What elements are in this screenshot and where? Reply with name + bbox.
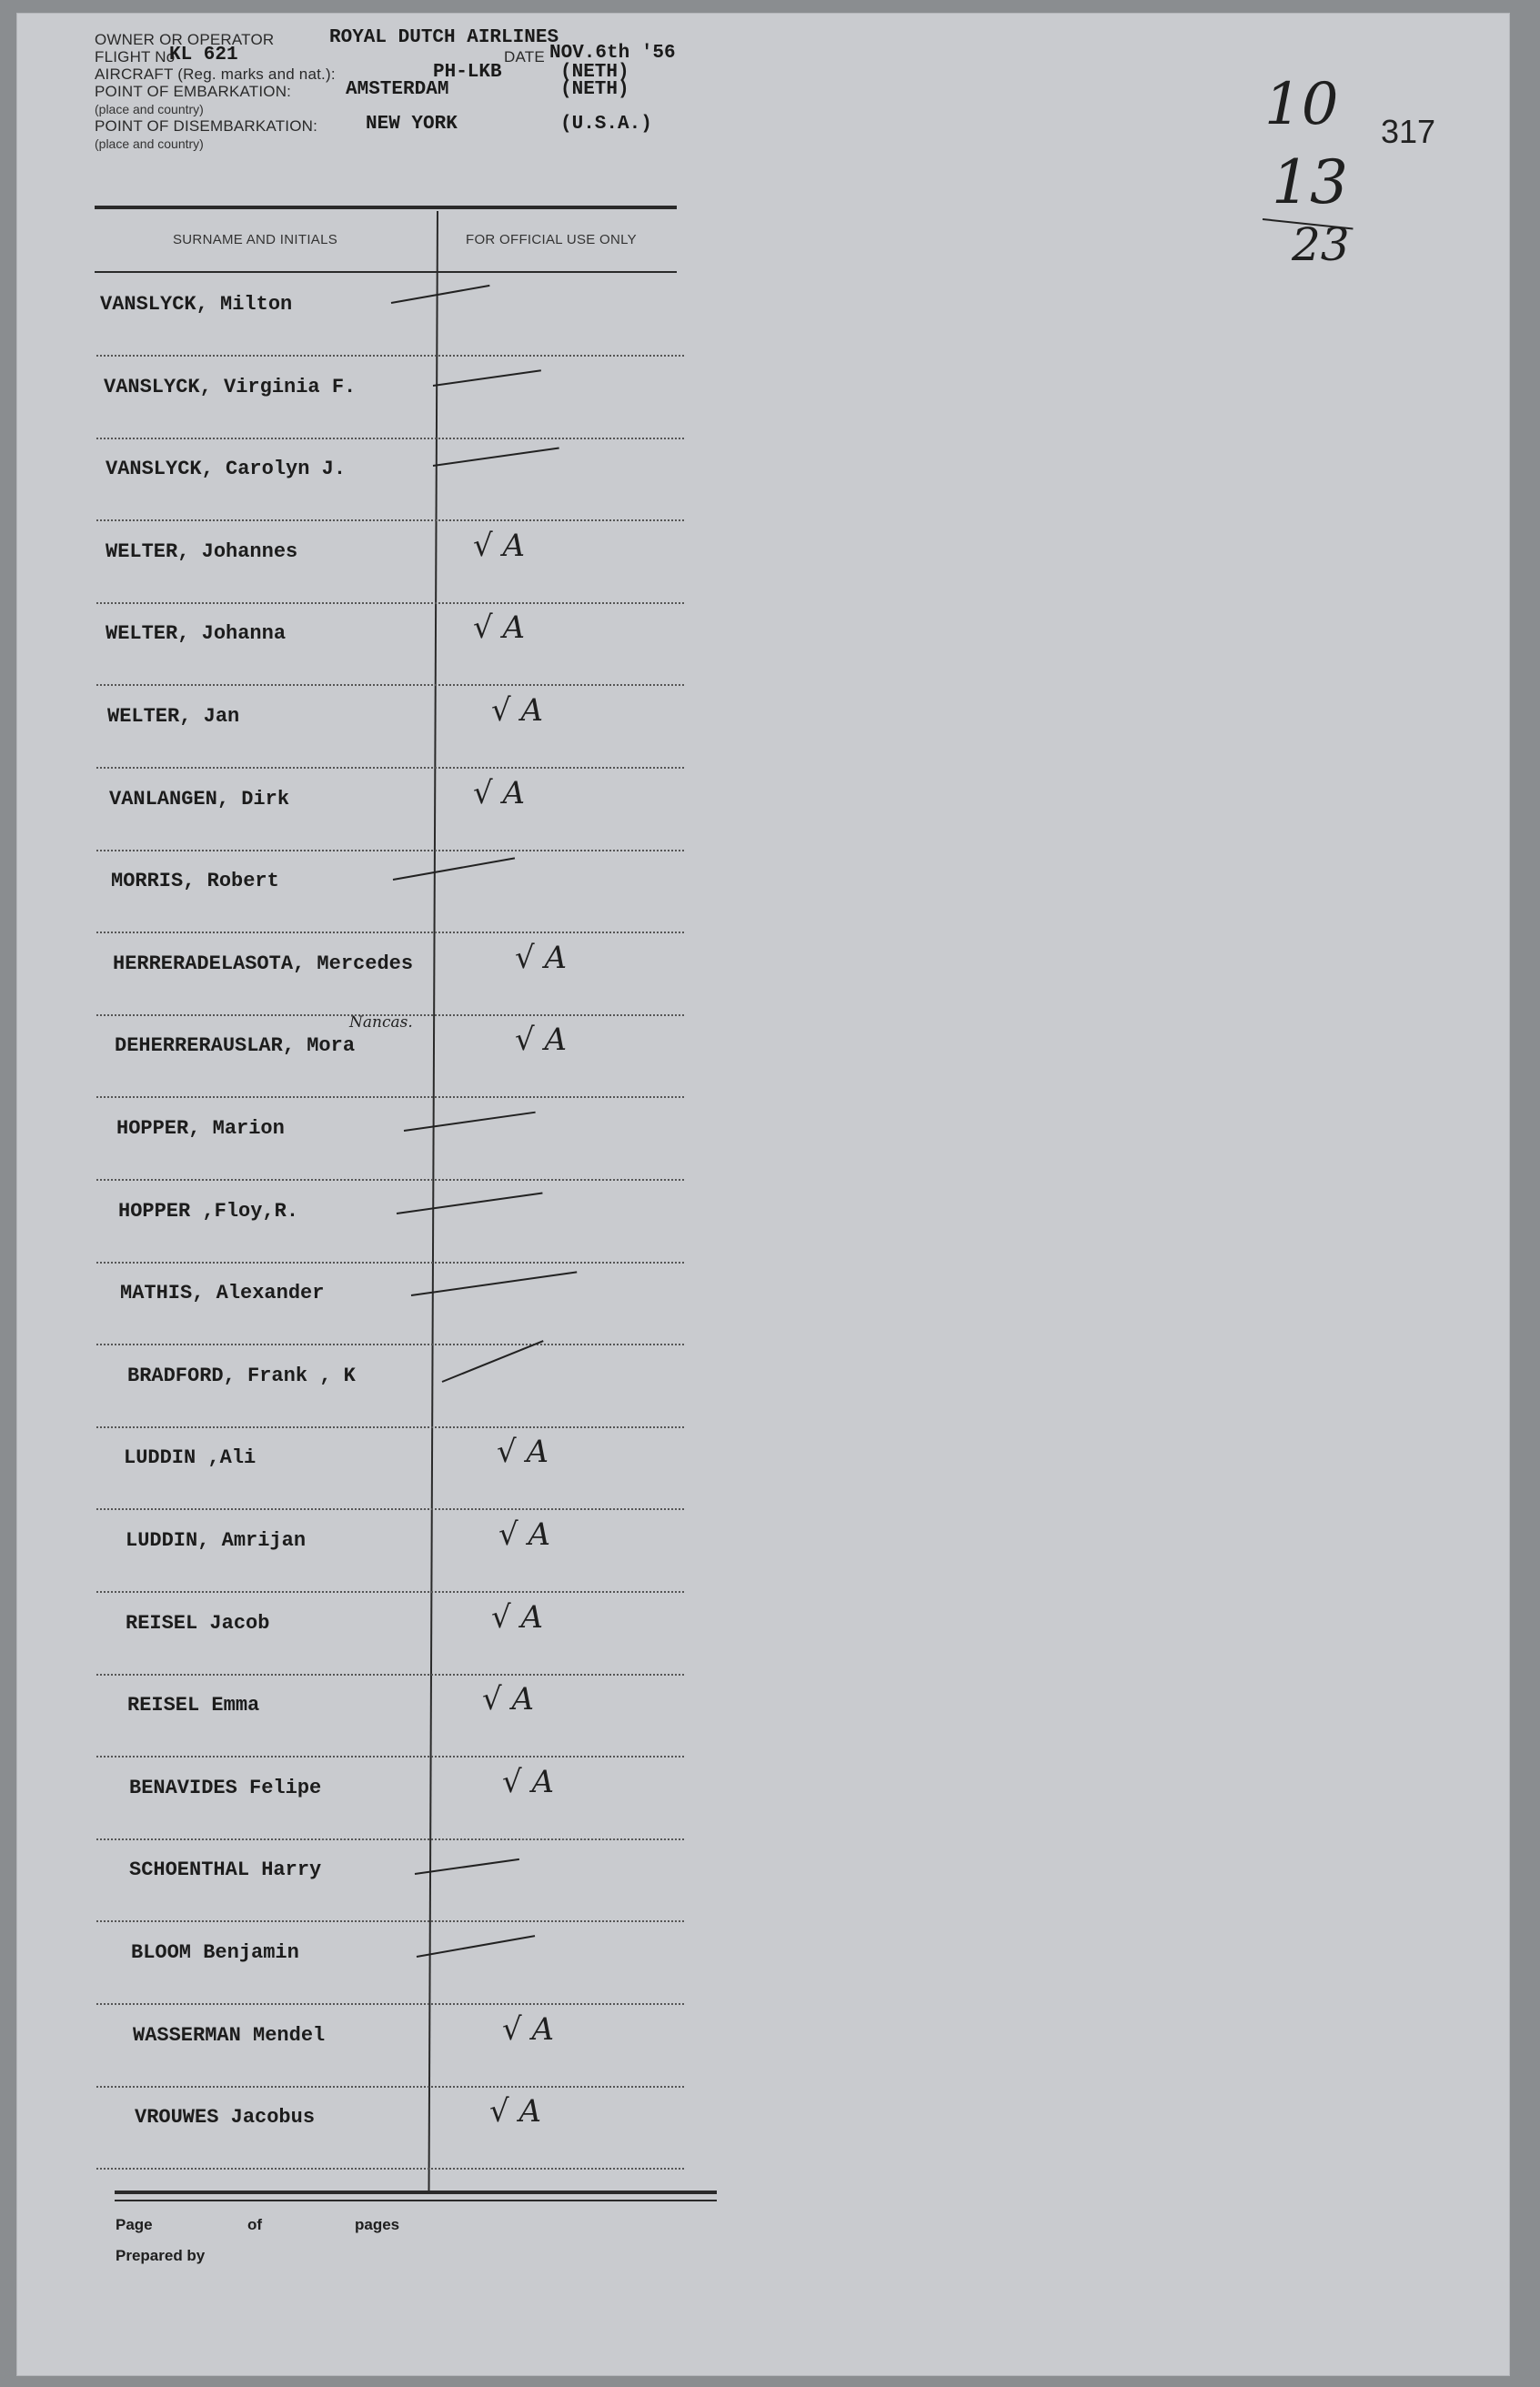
embark-line [95,79,677,100]
prepared-by-label: Prepared by [116,2247,206,2264]
passenger-name: LUDDIN, Amrijan [126,1529,307,1552]
row-line [96,1591,684,1593]
passenger-name: WELTER, Jan [107,705,240,728]
row-line [96,2086,684,2088]
margin-note-top: 10 [1264,71,1339,138]
row-line [96,1426,684,1428]
official-check-mark: √ A [491,1598,544,1636]
flight-value: KL 621 [169,45,238,65]
row-line [96,932,684,933]
passenger-name: DEHERRERAUSLAR, Mora [115,1034,356,1058]
embark-country: (NETH) [560,79,629,100]
footer-rule [115,2191,717,2194]
aircraft-value: PH-LKB [433,62,502,83]
passenger-name: REISEL Emma [127,1694,260,1717]
row-line [96,1179,684,1181]
date-label: DATE [504,48,545,65]
date-value: NOV.6th '56 [549,43,676,64]
column-header-rule [95,271,677,273]
official-check-mark: √ A [473,527,526,564]
official-check-mark: √ A [515,939,568,976]
official-check-mark: √ A [482,1681,535,1718]
official-check-mark: √ A [502,2010,555,2048]
small-annotation: Nancas. [349,1013,413,1032]
row-line [96,1674,684,1676]
row-line [96,2168,684,2170]
passenger-name: LUDDIN ,Ali [124,1446,257,1470]
official-check-mark: √ A [498,1516,551,1553]
embark-value: AMSTERDAM [346,79,449,100]
official-check-mark: √ A [489,2093,542,2130]
passenger-name: WASSERMAN Mendel [133,2023,326,2047]
row-line [96,1096,684,1098]
passenger-name: HOPPER ,Floy,R. [118,1199,299,1223]
official-check-mark: √ A [491,692,544,729]
manifest-page [16,13,1510,2376]
margin-note-bottom: 23 [1292,218,1350,271]
aircraft-label: AIRCRAFT (Reg. marks and nat.): [95,65,336,83]
official-check-mark: √ A [515,1022,568,1059]
row-line [96,767,684,769]
row-line [96,850,684,851]
passenger-name: HERRERADELASOTA, Mercedes [113,952,414,975]
margin-note-middle: 13 [1272,147,1348,217]
official-check-mark: √ A [473,774,526,811]
owner-label: OWNER OR OPERATOR [95,31,275,48]
place-country-note: (place and country) [95,136,204,151]
place-country-note: (place and country) [95,102,204,116]
row-line [96,438,684,439]
passenger-name: WELTER, Johanna [106,622,287,646]
official-check-mark: √ A [497,1434,549,1471]
passenger-name: REISEL Jacob [126,1611,270,1635]
passenger-name: VANSLYCK, Virginia F. [104,375,357,398]
row-line [96,2003,684,2005]
surname-column-header: SURNAME AND INITIALS [173,232,338,247]
manifest-header [95,27,677,152]
official-check-mark: √ A [502,1763,555,1800]
footer-rule-thin [115,2200,717,2201]
passenger-name: VANSLYCK, Carolyn J. [106,458,347,481]
passenger-name: WELTER, Johannes [106,539,298,563]
official-use-column-header: FOR OFFICIAL USE ONLY [466,232,637,247]
place-note-2 [95,135,677,152]
passenger-name: HOPPER, Marion [116,1117,285,1140]
row-line [96,1262,684,1264]
row-line [96,355,684,357]
owner-value: ROYAL DUTCH AIRLINES [329,27,559,48]
row-line [96,519,684,521]
row-line [96,684,684,686]
passenger-name: BLOOM Benjamin [131,1941,299,1964]
page-number: 317 [1381,113,1436,150]
row-line [96,1920,684,1922]
passenger-name: VANSLYCK, Milton [100,293,293,316]
row-line [96,1344,684,1345]
disembark-value: NEW YORK [366,114,458,135]
page-label: Page [116,2216,153,2233]
row-line [96,1508,684,1510]
passenger-name: BENAVIDES Felipe [129,1776,322,1799]
passenger-name: VROUWES Jacobus [135,2106,316,2130]
header-rule [95,206,677,209]
row-line [96,1838,684,1840]
passenger-name: MATHIS, Alexander [120,1282,325,1305]
passenger-name: SCHOENTHAL Harry [129,1858,322,1882]
embark-label: POINT OF EMBARKATION: [95,83,292,100]
of-label: of [247,2216,263,2233]
disembark-country: (U.S.A.) [560,114,652,135]
passenger-name: VANLANGEN, Dirk [109,787,290,811]
pages-label: pages [355,2216,400,2233]
aircraft-nationality: (NETH) [560,62,629,83]
disembark-label: POINT OF DISEMBARKATION: [95,117,318,135]
flight-label: FLIGHT No [95,48,176,65]
row-line [96,1756,684,1758]
disembark-line [95,114,677,135]
row-line [96,602,684,604]
official-check-mark: √ A [473,609,526,647]
passenger-name: MORRIS, Robert [111,870,279,893]
passenger-name: BRADFORD, Frank , K [127,1364,356,1387]
